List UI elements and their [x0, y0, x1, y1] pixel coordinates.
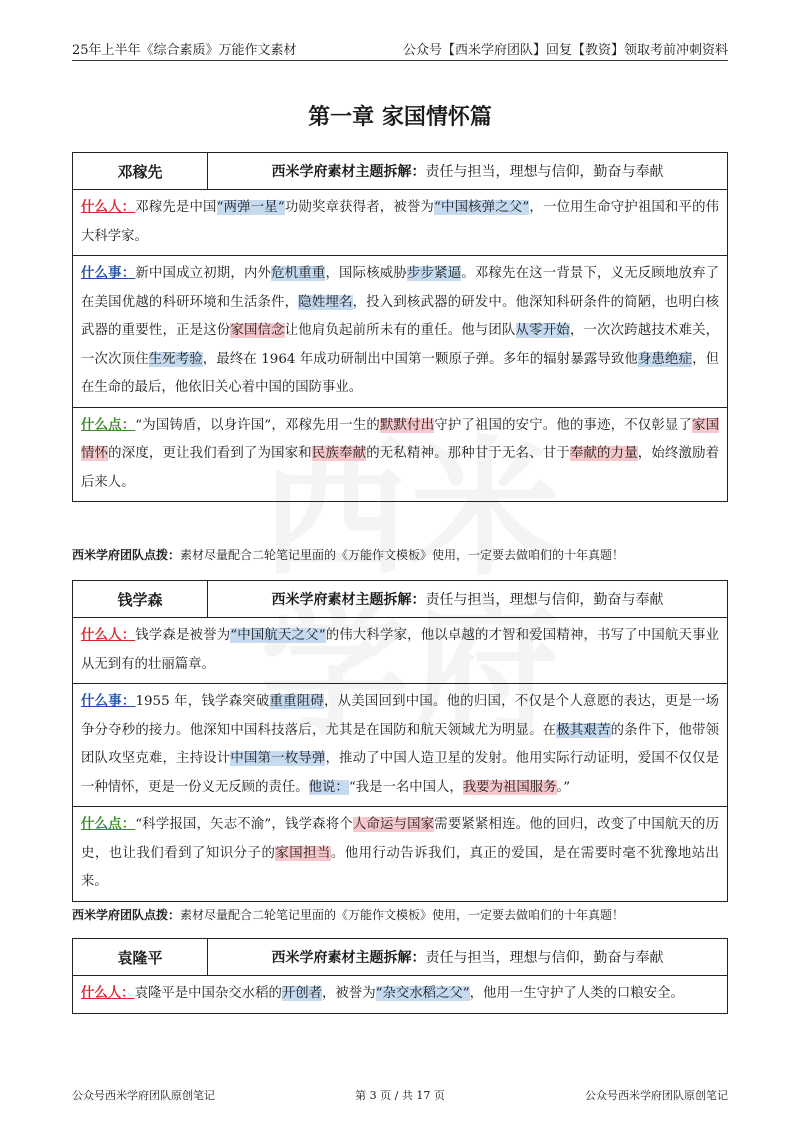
text-segment: ，始终激励着后来人。	[81, 446, 720, 490]
highlight-blue: 生死考验	[148, 351, 203, 367]
section-who	[73, 976, 727, 1013]
text-segment: “科学报国，矢志不渝”，钱学森将个	[135, 817, 353, 832]
highlight-blue: “两弹一星”	[216, 200, 285, 215]
highlight-red: 默默付出	[379, 417, 435, 433]
card-deng-jiaxian	[72, 152, 728, 502]
highlight-blue: 中国第一枚导弹	[230, 751, 326, 766]
person-name: 袁隆平	[73, 939, 208, 975]
text-segment: 袁隆平是中国杂交水稻的	[134, 986, 282, 1001]
highlight-red: 人命运与国家	[352, 817, 435, 832]
topic-label: 西米学府素材主题拆解：	[271, 592, 426, 608]
text-segment: 的条件下，他带领团队攻坚克难，主持设计	[81, 722, 720, 766]
section-who	[73, 618, 727, 684]
highlight-blue: 步步紧逼	[406, 266, 462, 281]
topic-label: 西米学府素材主题拆解：	[271, 950, 426, 966]
section-what	[73, 684, 727, 807]
highlight-blue: 隐姓埋名	[298, 294, 353, 310]
text-segment: ，国际核威胁	[325, 266, 407, 281]
section-point	[73, 408, 727, 502]
card-yuan-longping	[72, 938, 728, 1014]
text-segment: 。”	[556, 779, 571, 795]
text-segment: 守护了祖国的安宁。他的事迹，不仅彰显了	[434, 417, 693, 433]
highlight-blue: 重重阻碍	[269, 694, 325, 709]
footer-right: 公众号西米学府团队原创笔记	[585, 1089, 728, 1102]
page-footer	[72, 1087, 728, 1103]
highlight-blue: 危机重重	[271, 266, 326, 281]
footer-left: 公众号西米学府团队原创笔记	[72, 1089, 215, 1102]
text-segment: “为国铸盾，以身许国”，邓稼先用一生的	[135, 417, 380, 433]
text-segment: 让他肩负起前所未有的重任。他与团队	[284, 323, 516, 338]
header-right: 公众号【西米学府团队】回复【教资】领取考前冲刺资料	[402, 43, 728, 58]
text-segment: ，一次次跨越技术难关，一次次顶住	[81, 323, 720, 367]
who-text	[81, 628, 719, 672]
topic-line	[208, 581, 727, 617]
topic-label: 西米学府素材主题拆解：	[271, 164, 426, 180]
text-segment: 1955 年，钱学森突破	[135, 694, 270, 709]
section-who	[73, 190, 727, 256]
highlight-blue: “中国航天之父”	[230, 628, 326, 643]
text-segment: 新中国成立初期，内外	[135, 266, 272, 281]
text-segment: ，从美国回到中国。他的归国，不仅是个人意愿的表达，更是一场争分夺秒的接力。他深知中国科技落后，尤其是在国防和航天领域尤为明显。在	[81, 694, 720, 738]
point-text	[81, 817, 719, 889]
highlight-blue: 他说：	[308, 779, 349, 795]
text-segment: ，但在生命的最后，他依旧关心着中国的国防事业。	[81, 351, 720, 395]
highlight-blue: 极其艰苦	[556, 722, 611, 738]
note-text: 素材尽量配合二轮笔记里面的《万能作文模板》使用，一定要去做咱们的十年真题！	[180, 908, 625, 922]
who-label: 什么人：	[81, 200, 136, 215]
what-text	[81, 694, 719, 795]
text-segment: ，推动了中国人造卫星的发射。他用实际行动证明，爱国不仅仅是一种情怀，更是一份义无反顾的责任。	[81, 751, 720, 795]
highlight-blue: 开创者	[281, 986, 323, 1001]
text-segment: “我是一名中国人，	[348, 779, 463, 795]
highlight-blue: 从零开始	[515, 323, 570, 338]
highlight-red: 家国信念	[230, 323, 285, 338]
text-segment: 需要紧紧相连。他的回归，改变了中国航天的历史，也让我们看到了知识分子的	[81, 817, 720, 861]
point-label: 什么点：	[81, 417, 136, 433]
text-segment: 。他用行动告诉我们，真正的爱国，是在需要时毫不犹豫地站出来。	[81, 845, 720, 889]
text-segment: 。邓稼先在这一背景下，义无反顾地放弃了在美国优越的科研环境和生活条件，	[81, 266, 720, 310]
point-text	[81, 418, 719, 490]
text-segment: 钱学森是被誉为	[135, 628, 231, 643]
highlight-blue: 身患绝症	[637, 351, 693, 367]
text-segment: ，投入到核武器的研发中。他深知科研条件的简陋，也明白核武器的重要性，正是这份	[81, 294, 720, 338]
who-label: 什么人：	[81, 628, 136, 643]
text-segment: ，被誉为	[322, 986, 376, 1001]
note-prefix: 西米学府团队点拨：	[72, 908, 181, 922]
card-head	[73, 581, 727, 618]
what-text	[81, 266, 719, 395]
page-number: 第 3 页 / 共 17 页	[355, 1089, 445, 1102]
section-point	[73, 807, 727, 901]
team-note	[72, 546, 728, 563]
who-text	[81, 200, 719, 244]
topic-text: 责任与担当，理想与信仰，勤奋与奉献	[425, 950, 664, 966]
text-segment: 功勋奖章获得者，被誉为	[284, 200, 434, 215]
section-what	[73, 256, 727, 408]
card-qian-xuesen	[72, 580, 728, 902]
highlight-red: 家国情怀	[81, 417, 720, 461]
team-note	[72, 906, 728, 923]
text-segment: ，最终在 1964 年成功研制出中国第一颗原子弹。多年的辐射暴露导致他	[202, 351, 638, 367]
topic-line	[208, 153, 727, 189]
text-segment: 邓稼先是中国	[135, 200, 217, 215]
highlight-red: 奉献的力量	[569, 446, 638, 461]
text-segment: ，他用一生守护了人类的口粮安全。	[469, 986, 684, 1001]
text-segment: 的伟大科学家，他以卓越的才智和爱国精神，书写了中国航天事业从无到有的壮丽篇章。	[81, 628, 720, 672]
who-label: 什么人：	[81, 986, 135, 1001]
point-label: 什么点：	[81, 817, 136, 832]
person-name: 邓稼先	[73, 153, 208, 189]
card-head	[73, 939, 727, 976]
who-text	[135, 986, 684, 1001]
header-left: 25年上半年《综合素质》万能作文素材	[72, 43, 297, 58]
highlight-blue: “杂交水稻之父”	[375, 986, 470, 1001]
highlight-red: 我要为祖国服务	[462, 779, 557, 795]
note-prefix: 西米学府团队点拨：	[72, 548, 181, 562]
text-segment: 的深度，更让我们看到了为国家和	[108, 446, 312, 461]
topic-line	[208, 939, 727, 975]
chapter-title: 第一章 家国情怀篇	[308, 105, 492, 130]
highlight-red: 民族奉献	[311, 446, 367, 461]
topic-text: 责任与担当，理想与信仰，勤奋与奉献	[425, 592, 664, 608]
what-label: 什么事：	[81, 266, 136, 281]
text-segment: ，一位用生命守护祖国和平的伟大科学家。	[81, 200, 720, 244]
page-header	[72, 36, 728, 61]
text-segment: 的无私精神。那种甘于无名、甘于	[366, 446, 570, 461]
highlight-red: 家国担当	[275, 845, 331, 861]
what-label: 什么事：	[81, 694, 136, 709]
note-text: 素材尽量配合二轮笔记里面的《万能作文模板》使用，一定要去做咱们的十年真题！	[180, 548, 625, 562]
person-name: 钱学森	[73, 581, 208, 617]
topic-text: 责任与担当，理想与信仰，勤奋与奉献	[425, 164, 664, 180]
card-head	[73, 153, 727, 190]
highlight-blue: “中国核弹之父”	[434, 200, 530, 215]
